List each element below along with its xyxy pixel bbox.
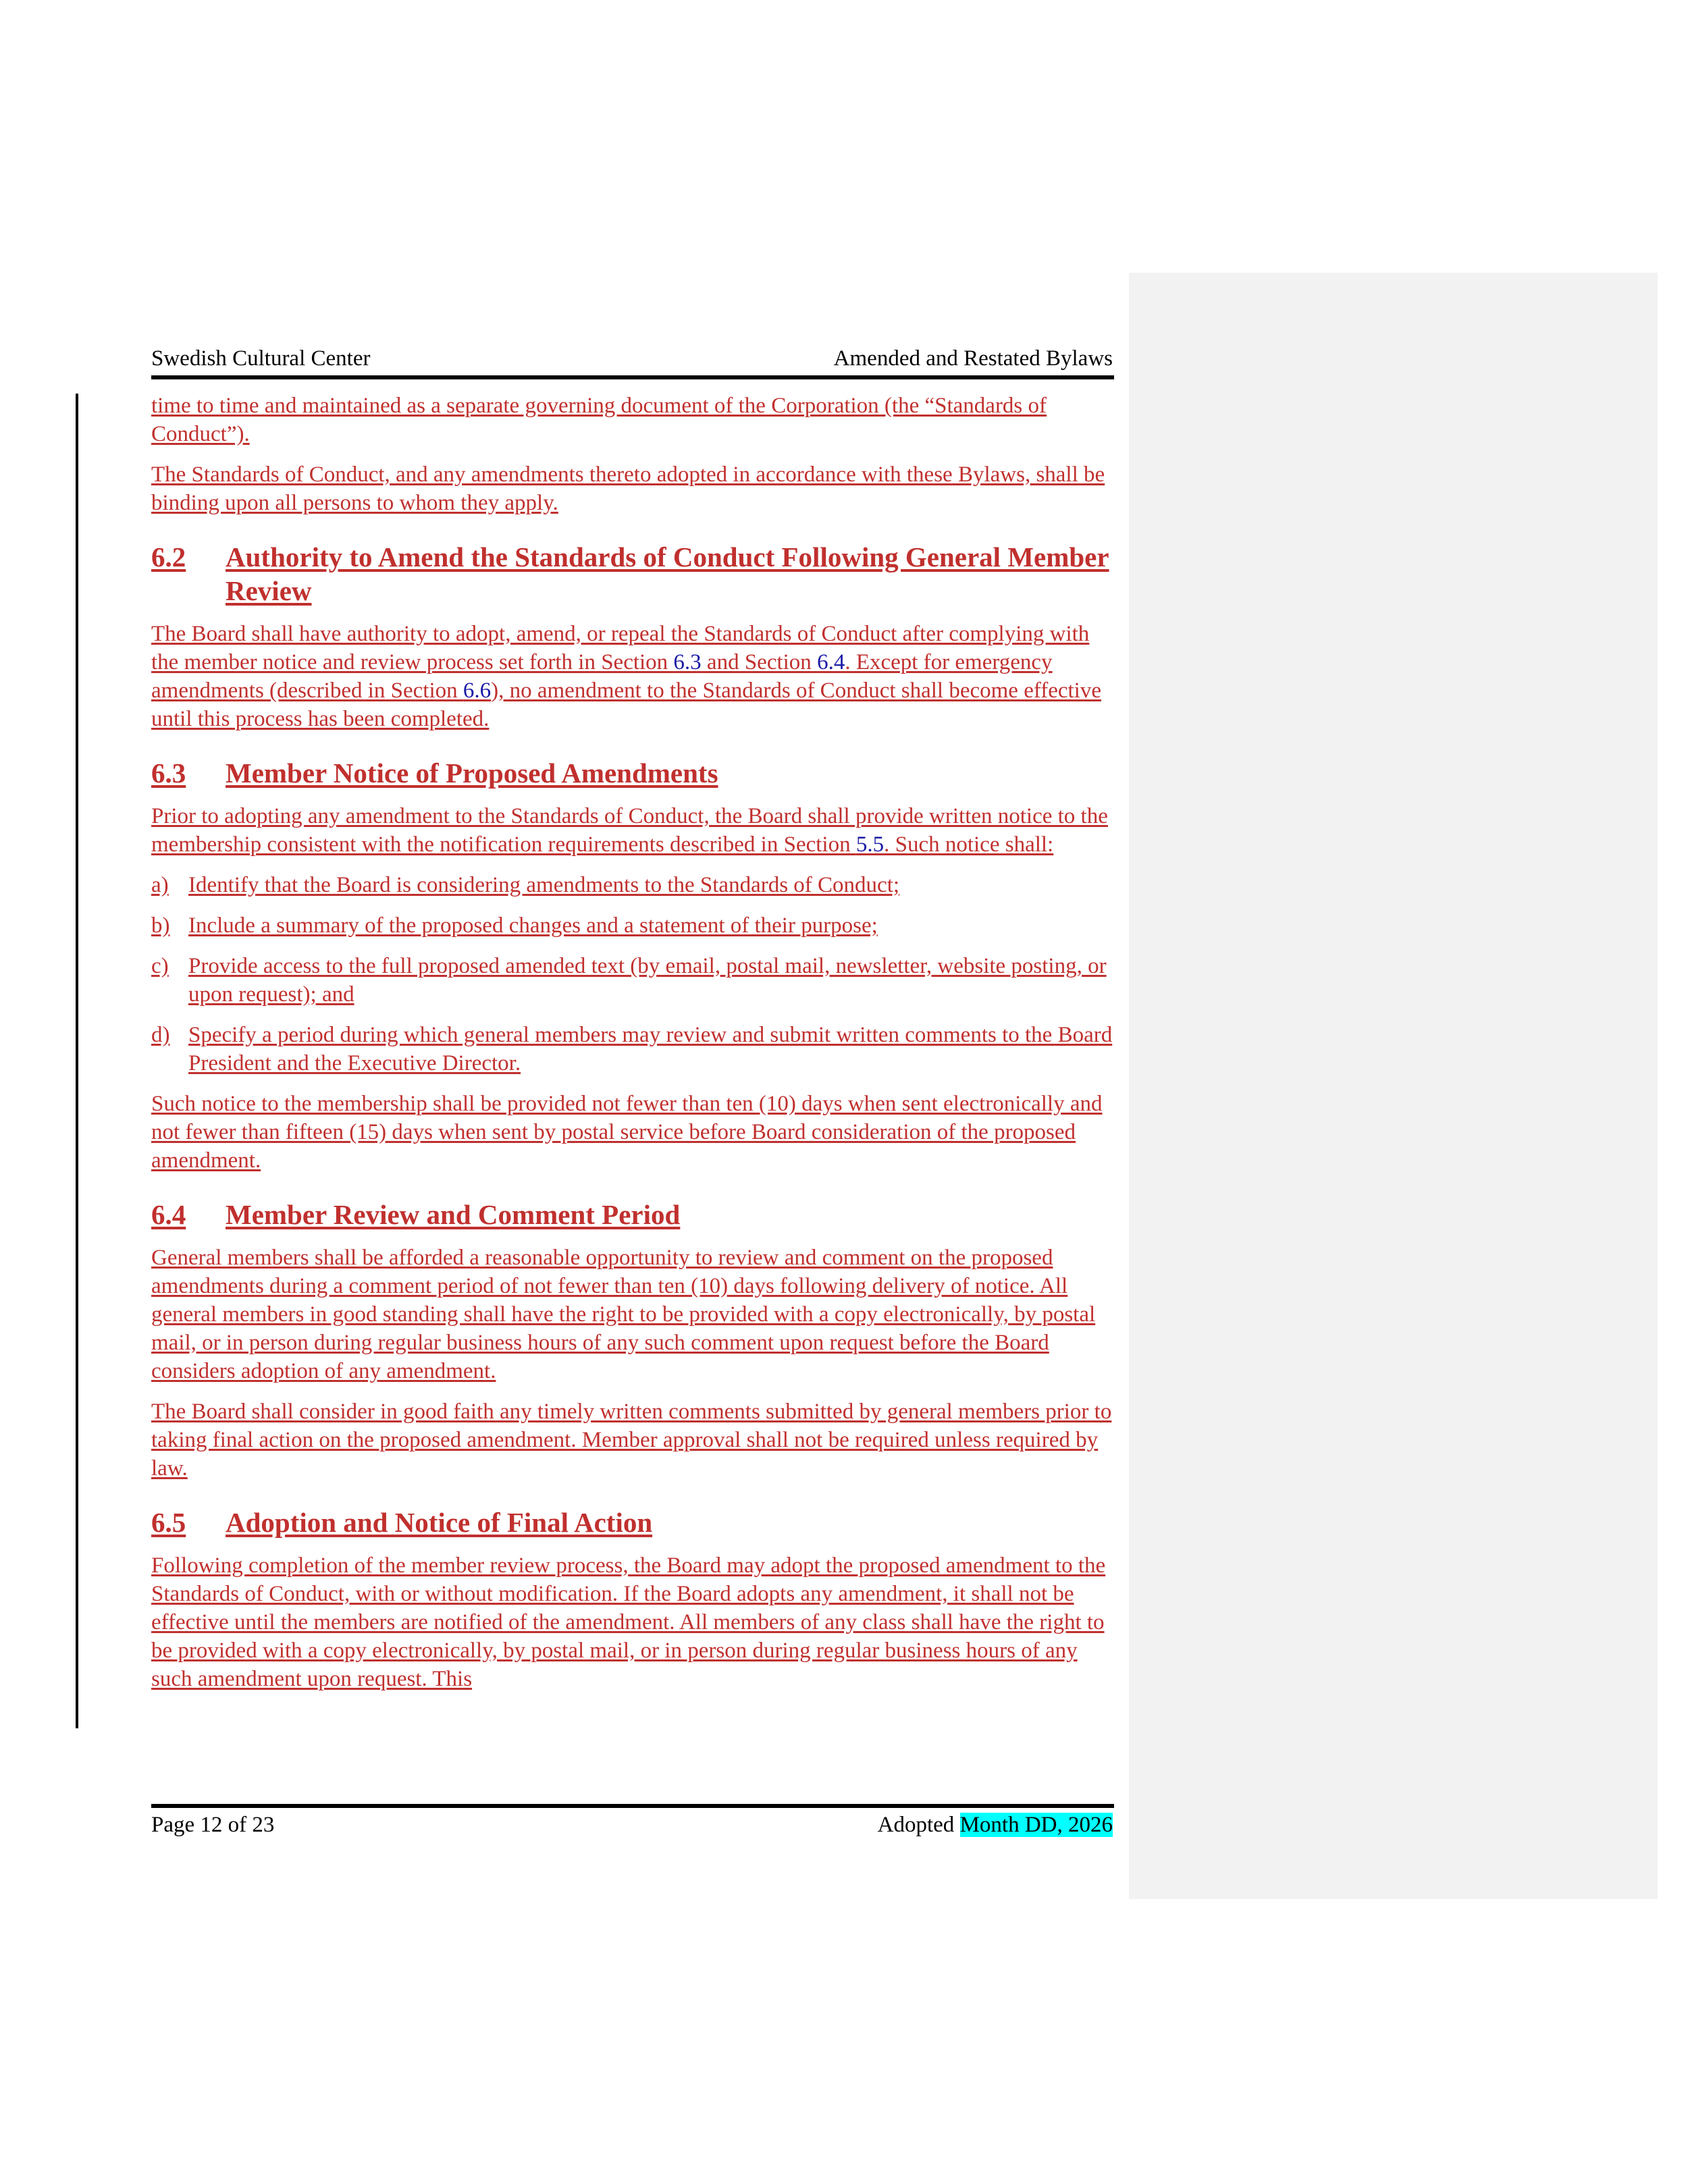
list-text: Include a summary of the proposed changes and a statement of their purpose; [188,913,878,938]
header-rule [151,375,1114,379]
cross-reference-link[interactable]: 6.6 [463,678,492,703]
section-title: Member Notice of Proposed Amendments [226,757,718,789]
page-number: Page 12 of 23 [151,1813,275,1837]
list-item [151,911,1113,940]
text-run: . Such notice shall: [884,832,1054,857]
paragraph-binding: The Standards of Conduct, and any amendments thereto adopted in accordance with these Bylaws, shall be binding upon all persons to whom they apply. [151,462,1105,515]
header-org-name: Swedish Cultural Center [151,346,371,371]
change-bar [76,394,78,1728]
section-title: Adoption and Notice of Final Action [226,1507,653,1538]
list-item [151,871,1113,899]
section-6-2-heading [151,540,1113,608]
section-6-4-paragraph-2: The Board shall consider in good faith any timely written comments submitted by general members prior to taking final action on the proposed amendment. Member approval shall not be required unless required by law. [151,1400,1112,1481]
list-text: Specify a period during which general members may review and submit written comments to the Board President and the Executive Director. [188,1023,1113,1075]
section-number: 6.4 [151,1199,186,1230]
list-text: Identify that the Board is considering amendments to the Standards of Conduct; [188,873,900,897]
text-run: The Board shall have authority to adopt, amend, or repeal the Standards of Conduct after complying with the member notice and review process set forth in Section [151,622,1090,674]
list-text: Provide access to the full proposed amended text (by email, postal mail, newsletter, website posting, or upon request); and [188,954,1107,1007]
section-6-3-heading [151,756,1113,790]
adoption-date [878,1813,1113,1838]
list-item [151,952,1113,1009]
section-number: 6.5 [151,1507,186,1538]
section-number: 6.2 [151,541,186,572]
section-6-4-heading [151,1198,1113,1231]
document-body [151,392,1113,1705]
text-run: and Section [701,650,818,674]
section-title: Authority to Amend the Standards of Conduct Following General Member Review [226,541,1109,606]
list-label: c) [151,954,169,978]
list-label: a) [151,873,169,897]
text-run: . Except for emergency amendments (described in Section [151,650,1053,703]
section-6-4-paragraph-1: General members shall be afforded a reasonable opportunity to review and comment on the proposed amendments during a comment period of not fewer than ten (10) days following delivery of notice. All general members in good standing shall have the right to be provided with a copy electronically, by postal mail, or in person during regular business hours of any such comment upon request before the Board considers adoption of any amendment. [151,1246,1096,1383]
text-run: ), no amendment to the Standards of Conduct shall become effective until this process has been completed. [151,678,1101,731]
section-6-5-heading [151,1506,1113,1539]
header-doc-title: Amended and Restated Bylaws [833,346,1113,371]
section-title: Member Review and Comment Period [226,1199,681,1230]
cross-reference-link[interactable]: 6.4 [817,650,845,674]
paragraph-intro: time to time and maintained as a separate governing document of the Corporation (the “Standards of Conduct”). [151,394,1047,446]
list-label: b) [151,913,170,938]
section-6-5-paragraph: Following completion of the member review process, the Board may adopt the proposed amendment to the Standards of Conduct, with or without modification. If the Board adopts any amendment, it shall not be effective until the members are notified of the amendment. All members of any class shall have the right to be provided with a copy electronically, by postal mail, or in person during regular business hours of any such amendment upon request. This [151,1553,1106,1691]
cross-reference-link[interactable]: 6.3 [673,650,702,674]
list-label: d) [151,1023,170,1047]
adopted-label: Adopted [877,1813,960,1837]
section-6-2-paragraph [151,620,1113,733]
section-6-3-paragraph [151,802,1113,859]
list-item [151,1021,1113,1077]
highlighted-date-placeholder: Month DD, 2026 [959,1813,1113,1837]
footer-rule [151,1804,1114,1808]
cross-reference-link[interactable]: 5.5 [855,832,885,857]
text-run: Prior to adopting any amendment to the Standards of Conduct, the Board shall provide written notice to the membership consistent with the notification requirements described in Section [151,804,1108,857]
comment-pane [1129,273,1658,1899]
section-6-3-notice-timing: Such notice to the membership shall be provided not fewer than ten (10) days when sent electronically and not fewer than fifteen (15) days when sent by postal service before Board consideration of the proposed amendment. [151,1092,1103,1173]
section-number: 6.3 [151,757,186,789]
